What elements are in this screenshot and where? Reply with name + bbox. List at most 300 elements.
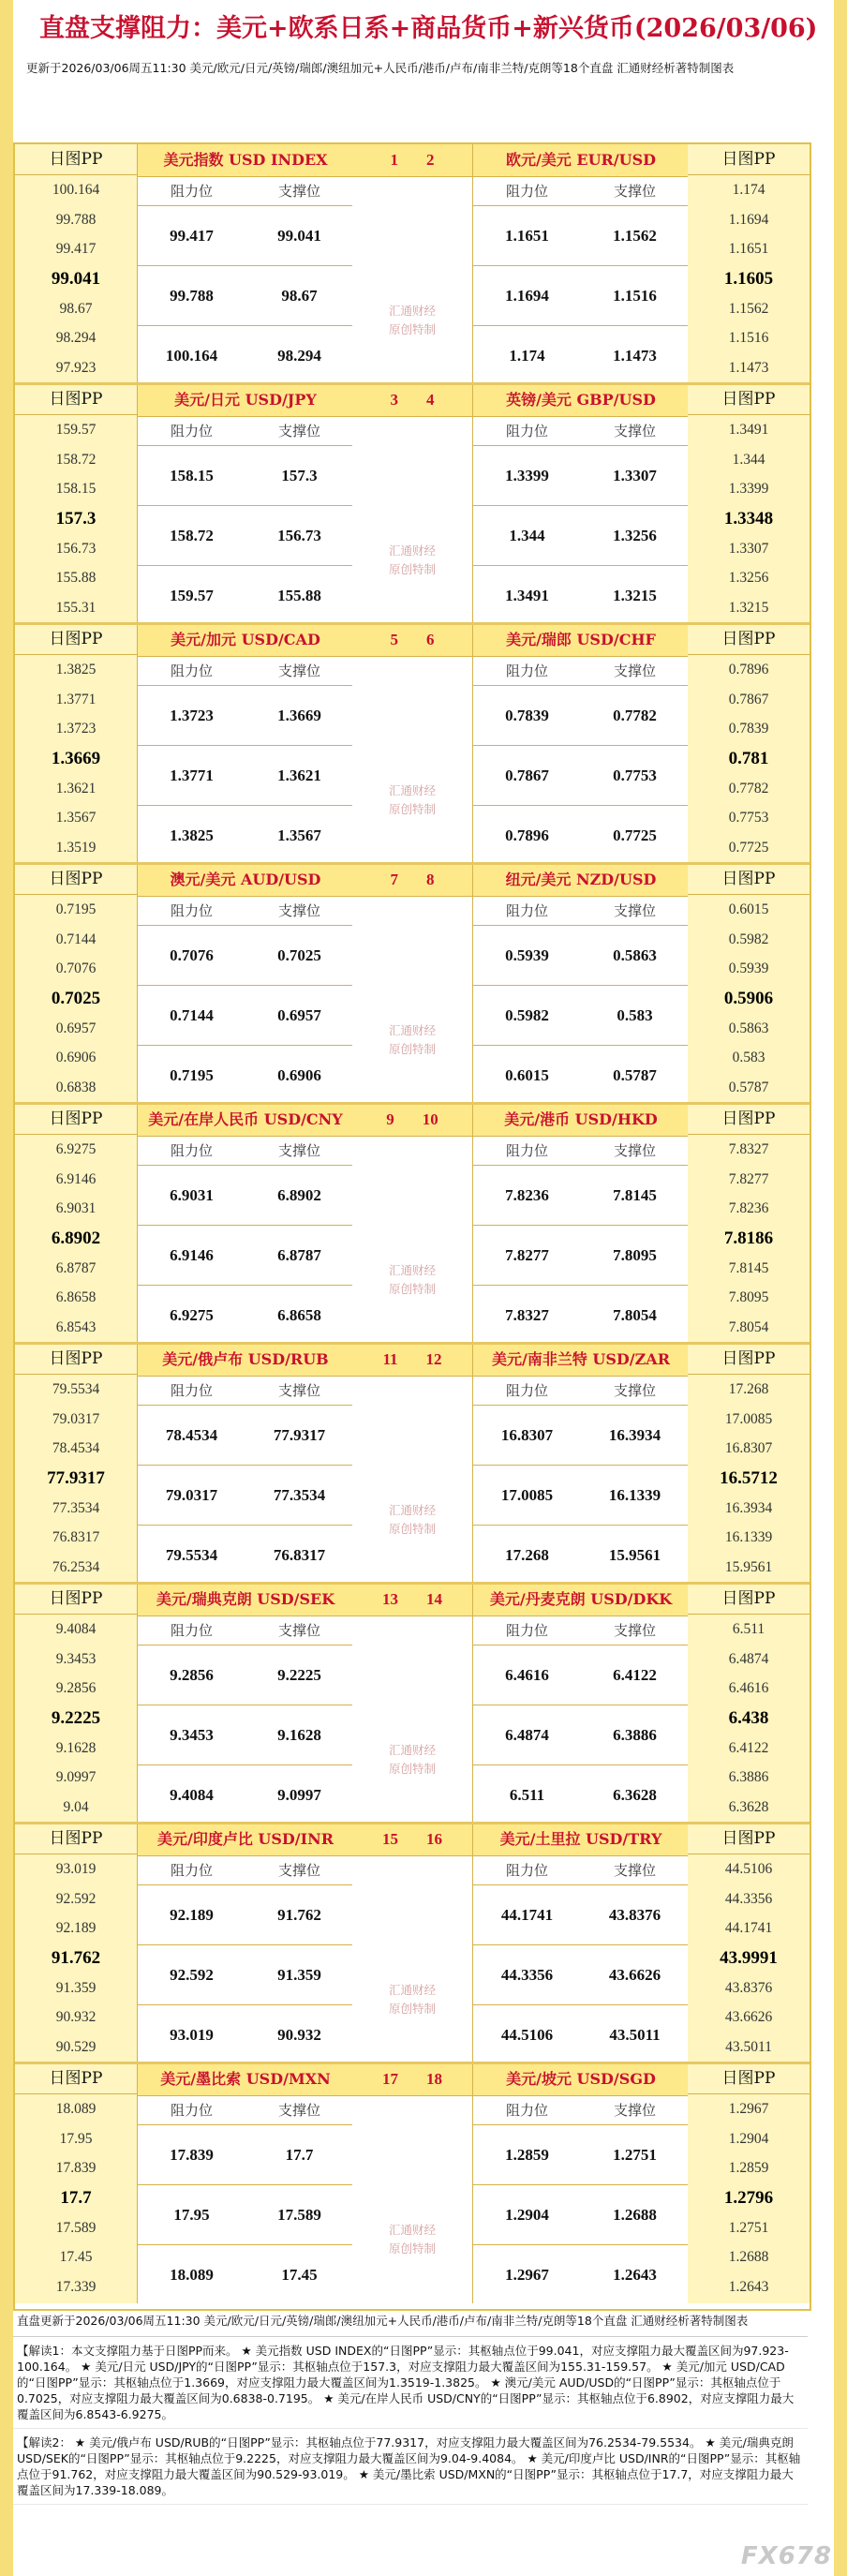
pp-header: 日图PP — [15, 1584, 137, 1615]
support-header: 支撑位 — [277, 1622, 320, 1639]
level-row — [473, 266, 689, 326]
pp-header: 日图PP — [688, 1584, 810, 1615]
resistance-value: 17.0085 — [500, 1486, 554, 1504]
watermark — [352, 782, 472, 819]
pp-level-value: 76.8317 — [52, 1529, 100, 1546]
pivot-point-value: 43.9991 — [720, 1948, 778, 1969]
support-header: 支撑位 — [613, 183, 656, 200]
pair-table — [472, 1584, 690, 1824]
pp-level-value: 0.6838 — [55, 1080, 97, 1096]
resistance-value: 44.3356 — [500, 1966, 554, 1984]
pp-header: 日图PP — [688, 1104, 810, 1135]
watermark-line-1: 汇通财经 — [388, 1023, 436, 1037]
pp-level-value: 90.529 — [55, 2039, 97, 2056]
pair-block — [15, 144, 810, 384]
pair-table — [472, 1104, 690, 1344]
pp-level-value: 17.339 — [55, 2279, 97, 2296]
pair-name: 美元指数 USD INDEX — [138, 144, 353, 177]
pair-numbers — [352, 1584, 472, 1616]
level-row — [138, 1885, 353, 1945]
level-row — [138, 686, 353, 746]
resistance-header: 阻力位 — [505, 1382, 548, 1399]
level-row — [473, 746, 689, 806]
pp-level-value: 9.1628 — [55, 1739, 97, 1756]
support-value: 6.8902 — [277, 1186, 321, 1204]
pp-level-value: 1.3771 — [55, 691, 97, 707]
pair-number-a: 17 — [382, 2070, 398, 2088]
watermark-line-1: 汇通财经 — [388, 304, 436, 318]
pp-level-value: 90.932 — [55, 2009, 97, 2026]
watermark-line-2: 原创特制 — [388, 562, 436, 576]
pivot-point-value: 1.3669 — [51, 749, 101, 769]
block-divider — [15, 1102, 810, 1105]
right-pp-column — [688, 2063, 810, 2303]
watermark — [352, 2221, 472, 2258]
pair-numbers — [352, 1824, 472, 1856]
pp-level-value: 0.6957 — [55, 1020, 97, 1036]
support-value: 9.0997 — [277, 1786, 321, 1804]
level-row — [138, 926, 353, 986]
level-row — [138, 1286, 353, 1345]
support-value: 16.1339 — [608, 1486, 661, 1504]
support-value: 1.2688 — [613, 2206, 657, 2224]
pp-level-value: 0.5863 — [728, 1020, 769, 1036]
pair-numbers — [352, 2063, 472, 2096]
watermark — [352, 1021, 472, 1059]
support-value: 9.2225 — [277, 1666, 321, 1684]
pp-level-value: 1.1562 — [728, 300, 769, 317]
resistance-value: 1.2904 — [505, 2206, 549, 2224]
pair-numbers — [352, 1104, 472, 1137]
resistance-value: 1.3825 — [170, 826, 214, 844]
column-headers — [138, 1616, 353, 1645]
watermark — [352, 1261, 472, 1299]
pp-level-value: 17.0085 — [724, 1410, 773, 1427]
pp-header: 日图PP — [15, 864, 137, 895]
pp-level-value: 1.2904 — [728, 2130, 769, 2147]
block-divider — [15, 862, 810, 865]
resistance-value: 0.7144 — [170, 1006, 214, 1024]
column-headers — [138, 1137, 353, 1166]
resistance-value: 99.417 — [170, 227, 214, 245]
pair-number-column — [352, 1104, 472, 1344]
pp-level-value: 92.189 — [55, 1920, 97, 1937]
resistance-value: 0.7195 — [170, 1066, 214, 1084]
watermark — [352, 1981, 472, 2018]
left-pp-column — [15, 624, 137, 864]
level-row — [473, 926, 689, 986]
support-value: 91.359 — [277, 1966, 321, 1984]
pp-level-value: 1.3256 — [728, 570, 769, 587]
level-row — [138, 746, 353, 806]
resistance-header: 阻力位 — [505, 1142, 548, 1159]
column-headers — [138, 1377, 353, 1406]
resistance-value: 6.4616 — [505, 1666, 549, 1684]
pair-number-a: 13 — [382, 1590, 398, 1608]
pair-number-b: 12 — [425, 1350, 442, 1368]
resistance-header: 阻力位 — [505, 2102, 548, 2119]
left-pp-column — [15, 384, 137, 624]
level-row — [473, 1046, 689, 1105]
support-header: 支撑位 — [613, 1142, 656, 1159]
support-header: 支撑位 — [277, 902, 320, 919]
pp-level-value: 1.2643 — [728, 2279, 769, 2296]
support-value: 7.8095 — [613, 1246, 657, 1264]
support-value: 1.3621 — [277, 767, 321, 784]
pp-level-value: 15.9561 — [724, 1559, 773, 1576]
level-row — [473, 1466, 689, 1526]
level-row — [473, 1765, 689, 1824]
pp-level-value: 9.0997 — [55, 1769, 97, 1786]
pair-name: 美元/港币 USD/HKD — [473, 1104, 689, 1137]
pair-table — [472, 144, 690, 384]
resistance-header: 阻力位 — [505, 902, 548, 919]
support-value: 1.3567 — [277, 826, 321, 844]
support-header: 支撑位 — [277, 1382, 320, 1399]
support-header: 支撑位 — [613, 1862, 656, 1879]
pp-level-value: 0.5787 — [728, 1080, 769, 1096]
pair-number-b: 14 — [426, 1590, 442, 1608]
left-pp-column — [15, 1104, 137, 1344]
pp-level-value: 0.5982 — [728, 931, 769, 947]
pair-table — [137, 864, 354, 1104]
support-value: 155.88 — [277, 587, 321, 604]
pair-number-column — [352, 384, 472, 624]
resistance-value: 79.5534 — [165, 1546, 218, 1564]
level-row — [473, 806, 689, 865]
notes-section — [13, 2311, 808, 2505]
block-divider — [15, 1822, 810, 1824]
pp-level-value: 155.88 — [55, 570, 97, 587]
column-headers — [138, 897, 353, 926]
pp-level-value: 7.8236 — [728, 1200, 769, 1217]
pivot-point-value: 9.2225 — [51, 1708, 101, 1729]
resistance-value: 18.089 — [170, 2266, 214, 2284]
pivot-point-value: 77.9317 — [47, 1468, 105, 1489]
support-header: 支撑位 — [277, 183, 320, 200]
left-pp-column — [15, 2063, 137, 2303]
right-pp-column — [688, 624, 810, 864]
support-value: 91.762 — [277, 1906, 321, 1924]
pp-level-value: 0.6906 — [55, 1050, 97, 1066]
column-headers — [138, 177, 353, 206]
resistance-header: 阻力位 — [170, 183, 213, 200]
level-row — [138, 1046, 353, 1105]
support-value: 0.6957 — [277, 1006, 321, 1024]
resistance-header: 阻力位 — [505, 183, 548, 200]
level-row — [138, 1645, 353, 1705]
pp-level-value: 1.1694 — [728, 211, 769, 228]
level-row — [473, 2185, 689, 2245]
level-row — [138, 1226, 353, 1286]
pair-number-b: 16 — [426, 1830, 442, 1848]
pp-level-value: 156.73 — [55, 540, 97, 557]
pivot-point-value: 6.8902 — [51, 1228, 101, 1249]
page-title: 直盘支撑阻力：美元+欧系日系+商品货币+新兴货币(2026/03/06) — [39, 14, 818, 43]
pair-name: 美元/墨比索 USD/MXN — [138, 2063, 353, 2096]
pair-numbers — [352, 624, 472, 657]
block-divider — [15, 622, 810, 625]
pair-number-b: 2 — [426, 151, 435, 169]
watermark-line-2: 原创特制 — [388, 1522, 436, 1536]
resistance-value: 17.839 — [170, 2146, 214, 2164]
pair-number-column — [352, 2063, 472, 2303]
column-headers — [473, 417, 689, 446]
support-value: 7.8054 — [613, 1306, 657, 1324]
pp-level-value: 1.1516 — [728, 330, 769, 347]
support-value: 9.1628 — [277, 1726, 321, 1744]
watermark-line-2: 原创特制 — [388, 1762, 436, 1776]
pp-level-value: 0.7195 — [55, 901, 97, 917]
support-value: 43.8376 — [608, 1906, 661, 1924]
block-divider — [15, 382, 810, 385]
pair-table — [472, 1824, 690, 2063]
pp-header: 日图PP — [688, 384, 810, 415]
pp-level-value: 0.583 — [732, 1050, 765, 1066]
pp-level-value: 1.3567 — [55, 810, 97, 826]
pair-number-a: 3 — [390, 391, 398, 409]
level-row — [473, 446, 689, 506]
resistance-value: 1.1694 — [505, 287, 549, 305]
pair-table — [472, 384, 690, 624]
pp-level-value: 77.3534 — [52, 1499, 100, 1516]
support-value: 76.8317 — [273, 1546, 326, 1564]
pair-name: 美元/瑞郎 USD/CHF — [473, 624, 689, 657]
level-row — [138, 1945, 353, 2005]
resistance-header: 阻力位 — [170, 423, 213, 439]
pair-name: 美元/坡元 USD/SGD — [473, 2063, 689, 2096]
watermark-line-1: 汇通财经 — [388, 2223, 436, 2237]
watermark-line-1: 汇通财经 — [388, 1263, 436, 1277]
pair-table — [137, 2063, 354, 2303]
watermark-line-1: 汇通财经 — [388, 783, 436, 797]
support-value: 17.7 — [285, 2146, 314, 2164]
support-value: 1.3256 — [613, 527, 657, 544]
pair-name: 美元/日元 USD/JPY — [138, 384, 353, 417]
column-headers — [138, 657, 353, 686]
support-value: 6.3886 — [613, 1726, 657, 1744]
pp-level-value: 9.2856 — [55, 1680, 97, 1697]
support-value: 0.7753 — [613, 767, 657, 784]
pair-block — [15, 624, 810, 864]
watermark-line-2: 原创特制 — [388, 802, 436, 816]
level-row — [473, 1705, 689, 1765]
support-header: 支撑位 — [613, 663, 656, 679]
support-header: 支撑位 — [613, 1382, 656, 1399]
resistance-value: 16.8307 — [500, 1426, 554, 1444]
left-pp-column — [15, 1824, 137, 2063]
level-row — [473, 1406, 689, 1466]
pp-level-value: 16.8307 — [724, 1440, 773, 1457]
pp-level-value: 1.2751 — [728, 2219, 769, 2236]
right-pp-column — [688, 1824, 810, 2063]
pair-block — [15, 384, 810, 624]
pp-level-value: 0.7076 — [55, 960, 97, 977]
notes-interpretation-1: 【解读1：本文支撑阻力基于日图PP而来。 ★ 美元指数 USD INDEX的“日图PP”显示：其枢轴点位于99.041，对应支撑阻力最大覆盖区间为97.923-100.164。 ★ 美元/日元 USD/JPY的“日图PP”显示：其枢轴点位于157.3，对应支撑阻力最大覆盖区间为155.31-159.57。 ★ 美元/加元 USD/CAD的“日图PP”显示：其枢轴点位于1.3669，对应支撑阻力最大覆盖区间为1.3519-1.3825。 ★ 澳元/美元 AUD/USD的“日图PP”显示：其枢轴点位于0.7025，对应支撑阻力最大覆盖区间为0.6838-0.7195。 ★ 美元/在岸人民币 USD/CNY的“日图PP”显示：其枢轴点位于6.8902，对应支撑阻力最大覆盖区间为6.8543-6.9275。 — [13, 2337, 808, 2429]
pp-level-value: 17.839 — [55, 2160, 97, 2177]
pair-table — [137, 144, 354, 384]
level-row — [138, 806, 353, 865]
column-headers — [473, 2096, 689, 2125]
pp-level-value: 43.8376 — [724, 1979, 773, 1996]
level-row — [138, 2005, 353, 2064]
page-subtitle: 更新于2026/03/06周五11:30 美元/欧元/日元/英镑/瑞郎/澳纽加元+人民币/港币/卢布/南非兰特/克朗等18个直盘 汇通财经析著特制图表 — [26, 61, 735, 75]
pp-level-value: 6.4122 — [728, 1739, 769, 1756]
resistance-value: 93.019 — [170, 2026, 214, 2044]
pair-number-a: 9 — [386, 1110, 394, 1128]
pp-level-value: 76.2534 — [52, 1559, 100, 1576]
left-pp-column — [15, 1344, 137, 1584]
support-value: 17.589 — [277, 2206, 321, 2224]
resistance-value: 17.95 — [173, 2206, 210, 2224]
resistance-value: 1.174 — [509, 347, 545, 365]
support-value: 17.45 — [281, 2266, 318, 2284]
support-value: 77.9317 — [273, 1426, 326, 1444]
pp-header: 日图PP — [688, 144, 810, 175]
support-value: 98.67 — [281, 287, 318, 305]
pp-level-value: 0.7896 — [728, 662, 769, 678]
notes-update: 直盘更新于2026/03/06周五11:30 美元/欧元/日元/英镑/瑞郎/澳纽加元+人民币/港币/卢布/南非兰特/克朗等18个直盘 汇通财经析著特制图表 — [13, 2311, 808, 2337]
level-row — [473, 2125, 689, 2185]
support-value: 77.3534 — [273, 1486, 326, 1504]
pair-name: 美元/在岸人民币 USD/CNY — [138, 1104, 353, 1137]
pair-number-a: 11 — [382, 1350, 398, 1368]
pp-level-value: 98.294 — [55, 330, 97, 347]
resistance-header: 阻力位 — [170, 902, 213, 919]
resistance-value: 1.3399 — [505, 467, 549, 484]
pp-level-value: 98.67 — [59, 300, 93, 317]
resistance-value: 1.3491 — [505, 587, 549, 604]
pair-numbers — [352, 384, 472, 417]
pp-level-value: 0.5939 — [728, 960, 769, 977]
resistance-value: 158.72 — [170, 527, 214, 544]
level-row — [473, 1526, 689, 1585]
support-value: 1.1473 — [613, 347, 657, 365]
support-value: 43.6626 — [608, 1966, 661, 1984]
resistance-value: 6.9275 — [170, 1306, 214, 1324]
resistance-value: 6.9031 — [170, 1186, 214, 1204]
pp-level-value: 91.359 — [55, 1979, 97, 1996]
column-headers — [138, 417, 353, 446]
pp-level-value: 0.7725 — [728, 840, 769, 856]
support-value: 16.3934 — [608, 1426, 661, 1444]
resistance-header: 阻力位 — [170, 1622, 213, 1639]
level-row — [473, 1226, 689, 1286]
pair-name: 纽元/美元 NZD/USD — [473, 864, 689, 897]
pair-name: 美元/印度卢比 USD/INR — [138, 1824, 353, 1856]
pp-level-value: 99.788 — [55, 211, 97, 228]
pp-header: 日图PP — [15, 1824, 137, 1854]
support-value: 6.8658 — [277, 1306, 321, 1324]
pp-level-value: 17.589 — [55, 2219, 97, 2236]
pp-level-value: 1.2688 — [728, 2249, 769, 2266]
pivot-point-value: 99.041 — [51, 269, 101, 290]
left-pp-column — [15, 864, 137, 1104]
pair-table — [472, 624, 690, 864]
resistance-value: 1.1651 — [505, 227, 549, 245]
resistance-value: 158.15 — [170, 467, 214, 484]
pair-name: 美元/加元 USD/CAD — [138, 624, 353, 657]
pp-level-value: 6.511 — [732, 1621, 765, 1637]
resistance-value: 159.57 — [170, 587, 214, 604]
column-headers — [473, 897, 689, 926]
level-row — [473, 2005, 689, 2064]
watermark-line-1: 汇通财经 — [388, 1743, 436, 1757]
pp-header: 日图PP — [15, 144, 137, 175]
support-value: 0.7025 — [277, 946, 321, 964]
pp-level-value: 1.174 — [732, 182, 765, 198]
pp-level-value: 1.3825 — [55, 662, 97, 678]
pp-level-value: 1.3621 — [55, 780, 97, 797]
pair-block — [15, 864, 810, 1104]
level-row — [473, 986, 689, 1046]
resistance-value: 100.164 — [165, 347, 218, 365]
level-row — [473, 1645, 689, 1705]
pivot-point-value: 1.1605 — [723, 269, 774, 290]
support-value: 0.5863 — [613, 946, 657, 964]
pair-number-b: 4 — [426, 391, 435, 409]
pp-level-value: 6.8543 — [55, 1319, 97, 1336]
pp-level-value: 43.5011 — [725, 2039, 772, 2056]
pp-level-value: 44.5106 — [724, 1861, 773, 1877]
pair-block — [15, 2063, 810, 2303]
resistance-value: 1.3723 — [170, 707, 214, 724]
resistance-header: 阻力位 — [505, 1622, 548, 1639]
pair-number-a: 1 — [390, 151, 398, 169]
pp-level-value: 6.4616 — [728, 1680, 769, 1697]
pair-number-b: 10 — [422, 1110, 438, 1128]
pp-level-value: 99.417 — [55, 241, 97, 258]
support-value: 1.1562 — [613, 227, 657, 245]
pp-level-value: 1.3399 — [728, 481, 769, 498]
support-value: 1.2643 — [613, 2266, 657, 2284]
pivot-point-value: 1.3348 — [723, 509, 774, 529]
support-value: 99.041 — [277, 227, 321, 245]
pp-header: 日图PP — [15, 1344, 137, 1375]
right-pp-column — [688, 864, 810, 1104]
level-row — [138, 1466, 353, 1526]
support-value: 98.294 — [277, 347, 321, 365]
level-row — [138, 326, 353, 385]
pair-number-column — [352, 624, 472, 864]
pair-number-column — [352, 1584, 472, 1824]
column-headers — [138, 2096, 353, 2125]
pp-level-value: 43.6626 — [724, 2009, 773, 2026]
pair-block — [15, 1824, 810, 2063]
level-row — [138, 1765, 353, 1824]
support-header: 支撑位 — [613, 2102, 656, 2119]
pp-level-value: 159.57 — [55, 422, 97, 438]
level-row — [138, 1705, 353, 1765]
pp-level-value: 78.4534 — [52, 1440, 100, 1457]
resistance-header: 阻力位 — [170, 663, 213, 679]
resistance-value: 0.5939 — [505, 946, 549, 964]
left-pp-column — [15, 1584, 137, 1824]
pp-level-value: 9.04 — [63, 1799, 89, 1816]
pp-level-value: 1.1473 — [728, 360, 769, 377]
support-header: 支撑位 — [277, 1862, 320, 1879]
pp-level-value: 7.8054 — [728, 1319, 769, 1336]
watermark-line-2: 原创特制 — [388, 2002, 436, 2016]
support-value: 43.5011 — [609, 2026, 661, 2044]
pair-block — [15, 1584, 810, 1824]
pair-number-a: 5 — [390, 631, 398, 648]
pp-level-value: 7.8145 — [728, 1259, 769, 1276]
resistance-value: 6.9146 — [170, 1246, 214, 1264]
support-header: 支撑位 — [277, 423, 320, 439]
support-value: 0.583 — [617, 1006, 653, 1024]
support-value: 6.3628 — [613, 1786, 657, 1804]
